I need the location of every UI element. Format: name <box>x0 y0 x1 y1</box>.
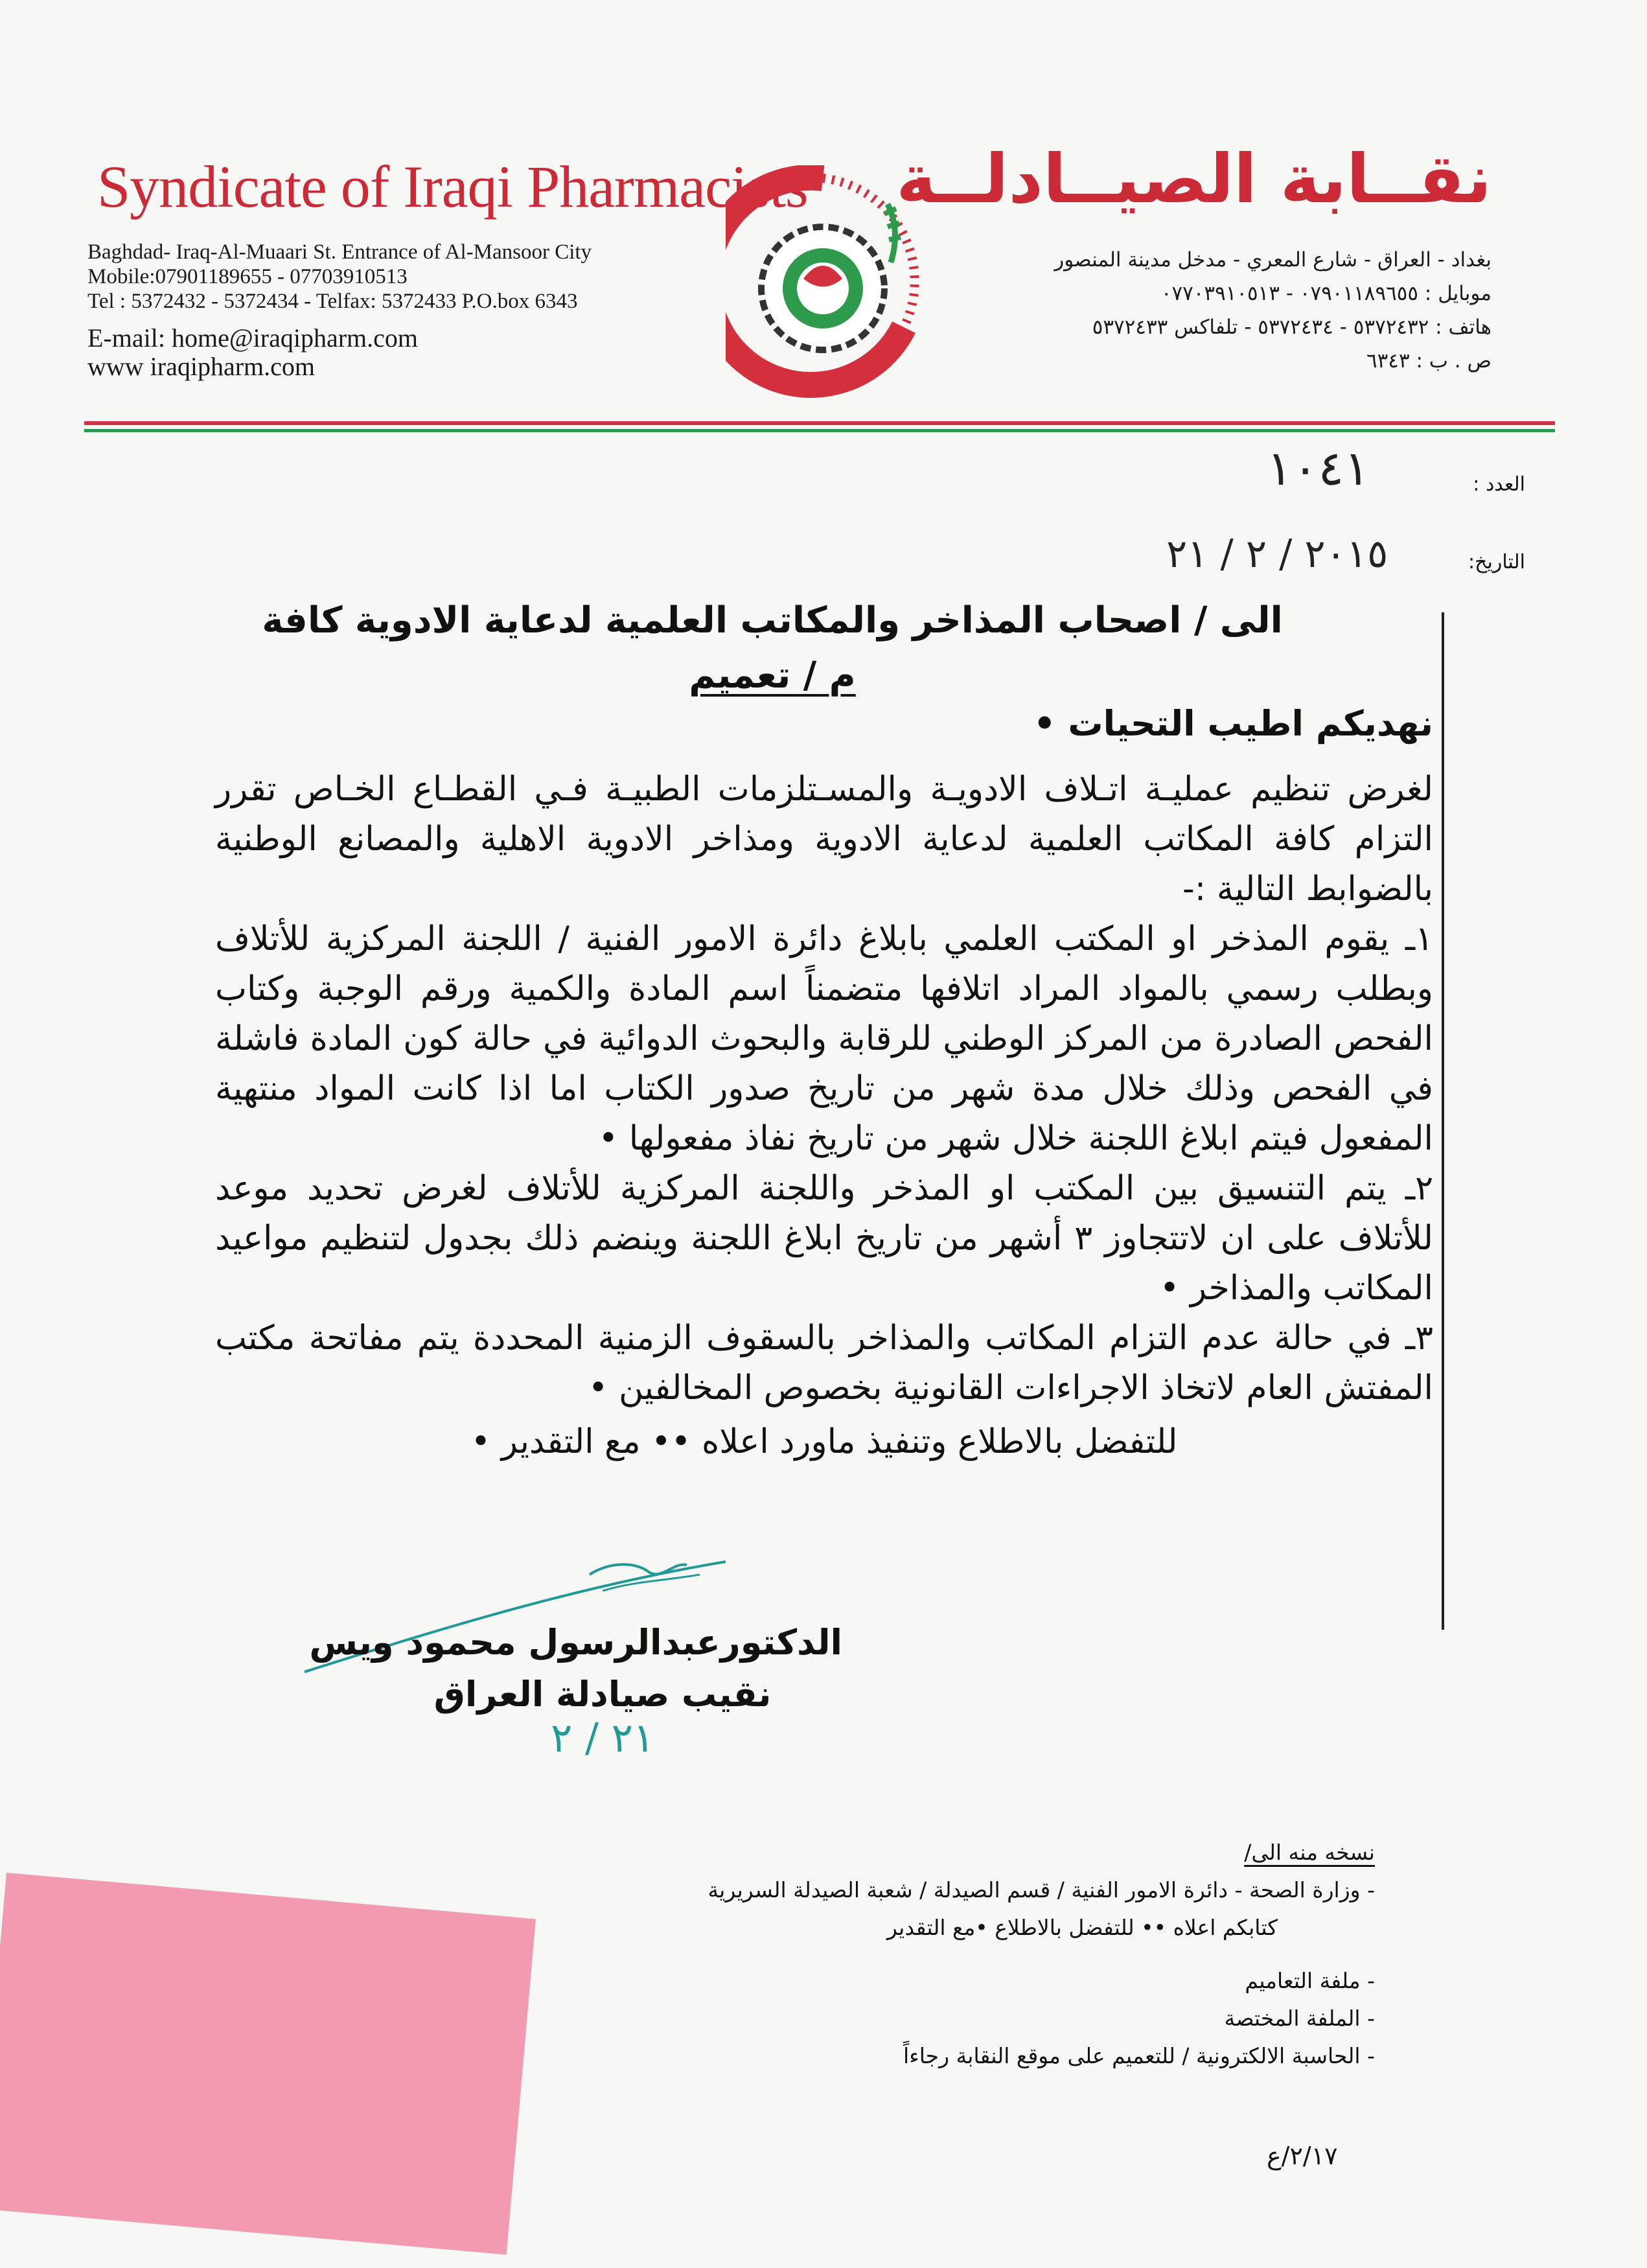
english-contact-block <box>87 240 592 381</box>
closing-line: للتفضل بالاطلاع وتنفيذ ماورد اعلاه •• مع التقدير • <box>470 1422 1178 1461</box>
english-org-name: Syndicate of Iraqi Pharmacists <box>97 154 808 220</box>
arabic-pobox: ص . ب : ٦٣٤٣ <box>1366 349 1492 373</box>
body-paragraph-intro: لغرض تنظيم عمليـة اتـلاف الادويـة والمسـتلزمات الطبيـة فـي القطـاع الخـاص تقرر التزام كافة المكاتب العلمية لدعاية الادوية ومذاخر الادوية الاهلية والمصانع الوطنية بالضوابط التالية :- <box>215 770 1433 908</box>
english-phone: Tel : 5372432 - 5372434 - Telfax: 5372433 P.O.box 6343 <box>87 290 578 313</box>
subject-text: م / تعميم <box>689 654 856 697</box>
arabic-mobile: موبايل : ٠٧٩٠١١٨٩٦٥٥ - ٠٧٧٠٣٩١٠٥١٣ <box>1160 282 1492 305</box>
signatory-name: الدكتورعبدالرسول محمود ويس <box>309 1622 842 1663</box>
english-mobile: Mobile:07901189655 - 07703910513 <box>87 265 408 288</box>
subject-heading <box>222 654 1323 697</box>
number-label: العدد : <box>1473 473 1525 496</box>
english-email: E-mail: home@iraqipharm.com <box>87 323 419 353</box>
body-paragraph-item-2: ٢ـ يتم التنسيق بين المكتب او المذخر واللجنة المركزية للأتلاف لغرض تحديد موعد للأتلاف على ان لاتتجاوز ٣ أشهر من تاريخ ابلاغ اللجنة وينضم ذلك بجدول لتنظيم مواعيد المكاتب والمذاخر • <box>215 1169 1433 1308</box>
date-label: التاريخ: <box>1468 551 1525 573</box>
signatory-block <box>309 1617 842 1720</box>
footer-code: ٢/١٧/ع <box>1267 2142 1338 2170</box>
copies-header: نسخه منه الى/ <box>1244 1840 1375 1865</box>
copy-item-relevant-file: - الملفة المختصة <box>1224 2006 1375 2031</box>
copy-item-ministry-note: كتابكم اعلاه •• للتفضل بالاطلاع •مع التقدير <box>886 1915 1278 1940</box>
arabic-phone: هاتف : ٥٣٧٢٤٣٢ - ٥٣٧٢٤٣٤ - تلفاكس ٥٣٧٢٤٣٣ <box>1092 316 1492 339</box>
body-paragraph-item-3: ٣ـ في حالة عدم التزام المكاتب والمذاخر بالسقوف الزمنية المحددة يتم مفاتحة مكتب المفتش العام لاتخاذ الاجراءات القانونية بخصوص المخالفين • <box>215 1319 1433 1407</box>
copy-item-computer-center: - الحاسبة الالكترونية / للتعميم على موقع النقابة رجاءاً <box>903 2043 1375 2068</box>
recipient-heading: الى / اصحاب المذاخر والمكاتب العلمية لدعاية الادوية كافة <box>262 599 1283 642</box>
copy-item-circulars-file: - ملفة التعاميم <box>1245 1968 1375 1993</box>
letter-body <box>215 765 1433 1467</box>
copy-item-ministry: - وزارة الصحة - دائرة الامور الفنية / قسم الصيدلة / شعبة الصيدلة السريرية <box>708 1877 1375 1903</box>
margin-vertical-line <box>1442 612 1444 1630</box>
syndicate-logo-icon <box>726 165 920 399</box>
arabic-contact-block <box>1054 243 1492 378</box>
english-address: Baghdad- Iraq-Al-Muaari St. Entrance of Al-Mansoor City <box>87 240 592 264</box>
number-value: ١٠٤١ <box>1267 441 1370 496</box>
pink-sticky-note <box>0 1873 536 2254</box>
header-rule-green <box>84 429 1555 432</box>
greeting: نهديكم اطيب التحيات • <box>1033 703 1433 744</box>
arabic-address: بغداد - العراق - شارع المعري - مدخل مدينة المنصور <box>1054 248 1492 272</box>
arabic-org-name: نقــابة الصيــادلــة <box>896 139 1492 218</box>
date-value: ٢٠١٥ / ٢ / ٢١ <box>1166 531 1388 577</box>
handwritten-signature-date: ٢١ / ٢ <box>551 1714 655 1761</box>
english-website: www iraqipharm.com <box>87 352 316 381</box>
copies-list <box>708 1834 1375 2075</box>
body-paragraph-item-1: ١ـ يقوم المذخر او المكتب العلمي بابلاغ دائرة الامور الفنية / اللجنة المركزية للأتلاف وبطلب رسمي بالمواد المراد اتلافها متضمناً اسم المادة والكمية ورقم الوجبة وكتاب الفحص الصادرة من المركز الوطني للرقابة والبحوث الدوائية في حالة كون المادة فاشلة في الفحص وذلك خلال مدة شهر من تاريخ صدور الكتاب اما اذا كانت المواد منتهية المفعول فيتم ابلاغ اللجنة خلال شهر من تاريخ نفاذ مفعولها • <box>215 920 1433 1158</box>
signatory-title: نقيب صيادلة العراق <box>433 1674 772 1715</box>
header-rule-red <box>84 421 1555 425</box>
